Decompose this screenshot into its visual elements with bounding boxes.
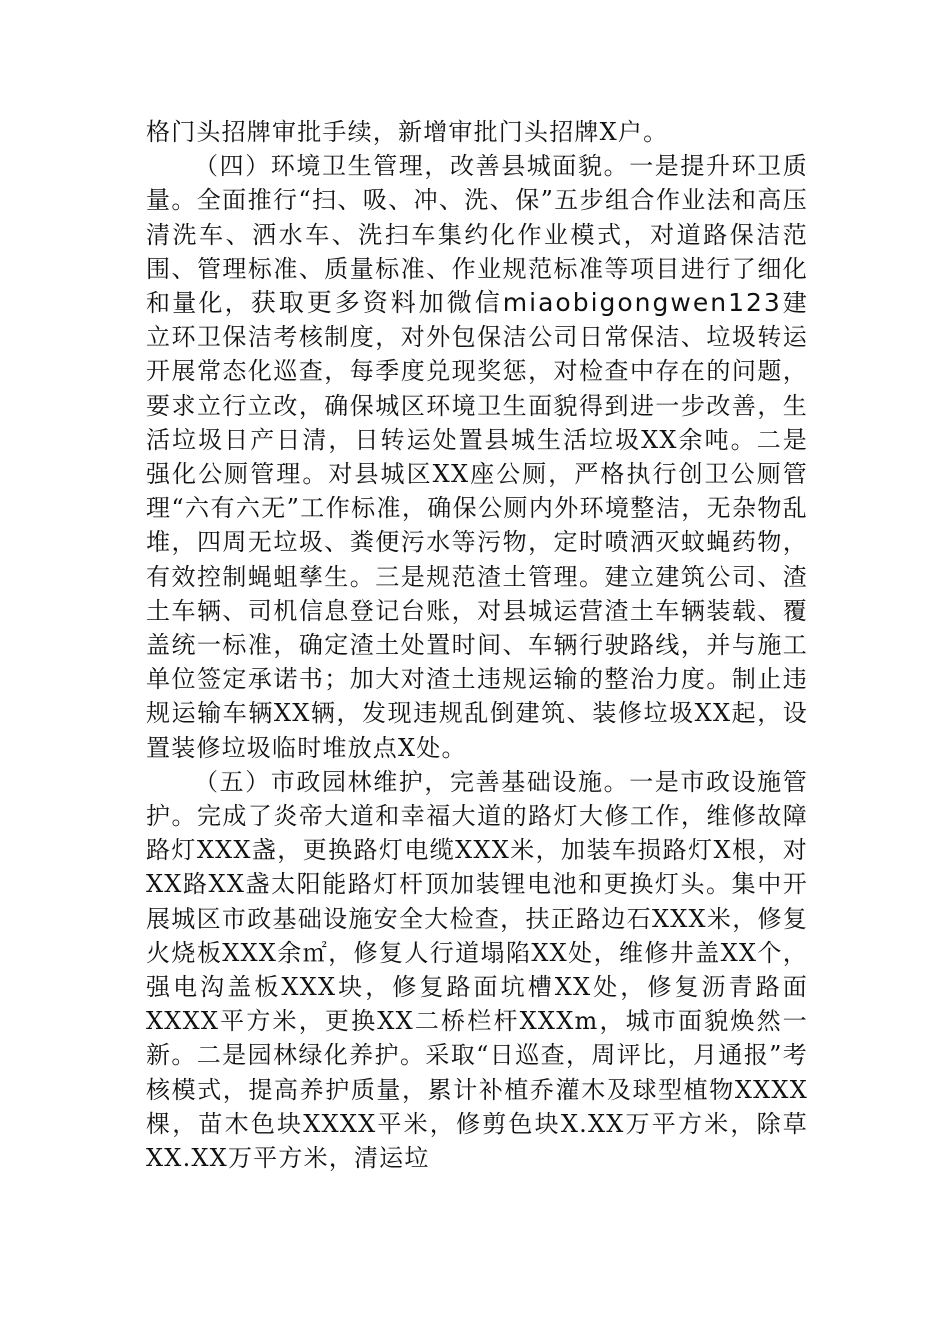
paragraph-continuation (146, 115, 808, 149)
paragraph-environmental-sanitation (146, 149, 808, 765)
document-body (146, 115, 808, 1175)
paragraph-municipal-gardens (146, 765, 808, 1175)
paragraph-text-after: 建立环卫保洁考核制度，对外包保洁公司日常保洁、垃圾转运开展常态化巡查，每季度兑现奖惩，对检查中存在的问题，要求立行立改，确保城区环境卫生面貌得到进一步改善，生活垃圾日产日清，日转运处置县城生活垃圾XX余吨。二是强化公厕管理。对县城区XX座公厕，严格执行创卫公厕管理“六有六无”工作标准，确保公厕内外环境整洁，无杂物乱堆，四周无垃圾、粪便污水等污物，定时喷洒灭蚊蝇药物，有效控制蝇蛆孳生。三是规范渣土管理。建立建筑公司、渣土车辆、司机信息登记台账，对县城运营渣土车辆装载、覆盖统一标准，确定渣土处置时间、车辆行驶路线，并与施工单位签定承诺书；加大对渣土违规运输的整治力度。制止违规运输车辆XX辆，发现违规乱倒建筑、装修垃圾XX起，设置装修垃圾临时堆放点X处。 (146, 289, 808, 762)
paragraph-text: 格门头招牌审批手续，新增审批门头招牌X户。 (146, 118, 669, 146)
inline-contact-notice: 获取更多资料加微信miaobigongwen123 (250, 288, 782, 318)
paragraph-text: （五）市政园林维护，完善基础设施。一是市政设施管护。完成了炎帝大道和幸福大道的路灯大修工作，维修故障路灯XXX盏，更换路灯电缆XXX米，加装车损路灯X根，对XX路XX盏太阳能路灯杆顶加装锂电池和更换灯头。集中开展城区市政基础设施安全大检查，扶正路边石XXX米，修复火烧板XXX余㎡，修复人行道塌陷XX处，维修井盖XX个，强电沟盖板XXX块，修复路面坑槽XX处，修复沥青路面XXXX平方米，更换XX二桥栏杆XXXm，城市面貌焕然一新。二是园林绿化养护。采取“日巡查，周评比，月通报”考核模式，提高养护质量，累计补植乔灌木及球型植物XXXX棵，苗木色块XXXX平米，修剪色块X.XX万平方米，除草XX.XX万平方米，清运垃 (146, 767, 808, 1173)
paragraph-text-before: （四）环境卫生管理，改善县城面貌。一是提升环卫质量。全面推行“扫、吸、冲、洗、保”五步组合作业法和高压清洗车、洒水车、洗扫车集约化作业模式，对道路保洁范围、管理标准、质量标准、作业规范标准等项目进行了细化和量化， (146, 152, 808, 318)
